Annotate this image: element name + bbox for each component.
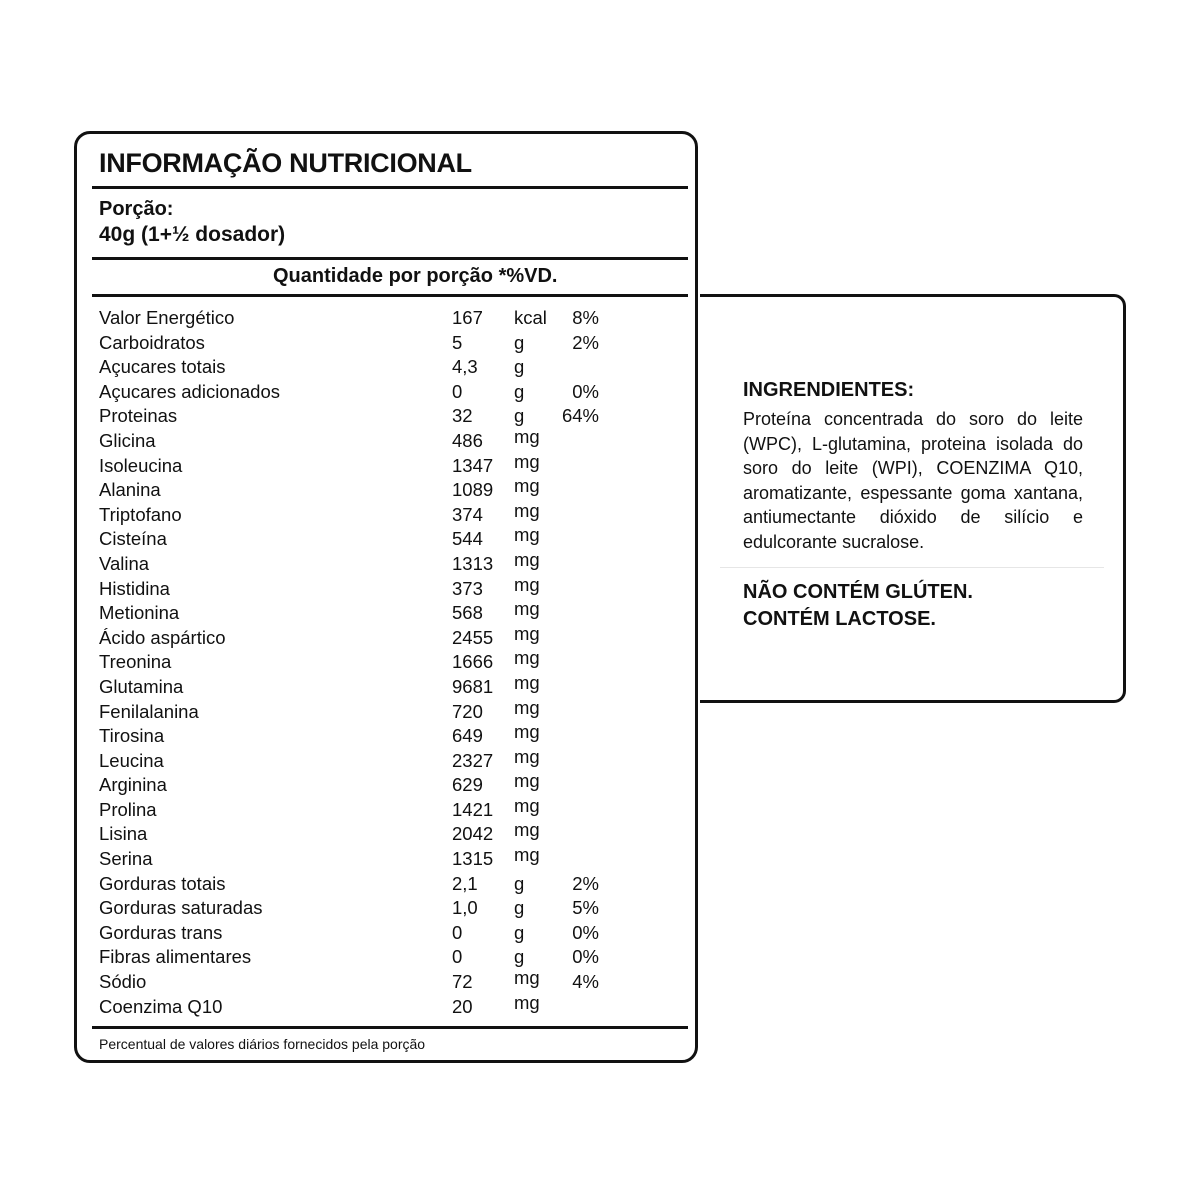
nutrient-name: Prolina [99,798,157,820]
nutrient-daily-value: 8% [572,307,599,328]
nutrient-unit: mg [514,598,540,620]
nutrient-unit: g [514,946,525,968]
nutrient-unit: g [514,921,525,943]
nutrient-name: Serina [99,848,153,870]
allergen-gluten: NÃO CONTÉM GLÚTEN. [743,581,973,603]
nutrient-name: Gorduras totais [99,872,226,894]
nutrient-unit: mg [514,819,540,841]
nutrient-name: Carboidratos [99,331,205,353]
nutrient-name: Cisteína [99,528,167,550]
nutrient-amount: 720 [452,700,483,722]
nutrient-unit: mg [514,450,540,472]
divider [92,1026,688,1029]
nutrient-amount: 32 [452,405,473,427]
nutrient-name: Metionina [99,602,180,624]
nutrient-name: Glicina [99,429,156,451]
nutrient-name: Açucares totais [99,356,226,378]
nutrient-amount: 5 [452,331,463,353]
divider [720,567,1104,568]
nutrient-daily-value: 4% [572,971,599,993]
nutrient-unit: g [514,872,525,894]
footnote: Percentual de valores diários fornecidos pela porção [99,1036,426,1052]
nutrient-name: Proteinas [99,405,178,427]
nutrient-unit: mg [514,991,540,1013]
nutrition-table [99,306,599,1019]
nutrient-amount: 2455 [452,626,494,648]
nutrient-amount: 373 [452,577,483,599]
nutrition-row [99,991,599,1020]
nutrient-unit: mg [514,573,540,595]
nutrient-amount: 374 [452,503,483,525]
nutrition-row [99,355,599,380]
divider [92,186,688,189]
nutrient-amount: 1313 [452,552,494,574]
nutrient-amount: 486 [452,429,483,451]
nutrient-daily-value: 0% [572,921,599,943]
nutrition-row [99,844,599,872]
nutrient-amount: 1315 [452,848,494,870]
nutrient-unit: mg [514,475,540,497]
nutrient-amount: 629 [452,774,483,796]
nutrient-name: Arginina [99,774,167,796]
portion-value: 40g (1+½ dosador) [99,223,286,246]
nutrient-name: Coenzima Q10 [99,995,223,1017]
nutrient-name: Leucina [99,749,164,771]
nutrient-name: Tirosina [99,725,165,747]
nutrient-unit: mg [514,696,540,718]
nutrient-unit: mg [514,524,540,546]
divider [92,294,688,297]
portion-label: Porção: [99,198,174,220]
nutrient-unit: mg [514,622,540,644]
nutrition-row [99,896,599,921]
nutrient-name: Fibras alimentares [99,946,252,968]
nutrient-name: Açucares adicionados [99,380,280,402]
nutrient-amount: 0 [452,946,463,968]
nutrient-amount: 2042 [452,823,494,845]
nutrient-name: Gorduras saturadas [99,897,263,919]
nutrient-daily-value: 2% [572,331,599,353]
nutrient-unit: g [514,897,525,919]
nutrient-name: Isoleucina [99,454,183,476]
divider [92,257,688,260]
nutrient-name: Valor Energético [99,307,235,328]
nutrient-name: Triptofano [99,503,182,525]
nutrient-amount: 0 [452,380,463,402]
nutrient-unit: mg [514,425,540,447]
nutrient-amount: 2,1 [452,872,478,894]
nutrient-unit: g [514,356,525,378]
nutrient-name: Fenilalanina [99,700,199,722]
nutrient-unit: mg [514,745,540,767]
nutrition-row [99,331,599,356]
nutrient-amount: 1666 [452,651,494,673]
nutrient-daily-value: 0% [572,380,599,402]
nutrient-amount: 1421 [452,798,494,820]
ingredients-text: Proteína concentrada do soro do leite (WPC), L-glutamina, proteina isolada do soro do leite (WPI), COENZIMA Q10, aromatizante, espessante goma xantana, antiumectante dióxido de silício e edulcorante sucralose. [743,409,1083,552]
nutrition-row [99,921,599,946]
nutrient-unit: mg [514,671,540,693]
nutrient-amount: 9681 [452,675,494,697]
nutrient-unit: kcal [514,307,547,328]
nutrient-unit: mg [514,967,540,989]
nutrient-name: Alanina [99,479,161,501]
nutrient-unit: g [514,405,525,427]
quantity-header: Quantidade por porção *%VD. [273,265,558,287]
nutrient-name: Lisina [99,823,148,845]
nutrient-name: Valina [99,552,150,574]
nutrient-unit: g [514,380,525,402]
nutrient-amount: 1,0 [452,897,478,919]
nutrition-row [99,306,599,331]
nutrient-name: Ácido aspártico [99,626,226,648]
nutrient-unit: mg [514,844,540,866]
nutrient-daily-value: 5% [572,897,599,919]
nutrient-amount: 568 [452,602,483,624]
nutrient-amount: 167 [452,307,483,328]
nutrient-unit: g [514,331,525,353]
nutrient-unit: mg [514,721,540,743]
nutrient-name: Treonina [99,651,172,673]
nutrient-amount: 544 [452,528,483,550]
nutrient-amount: 2327 [452,749,494,771]
nutrient-daily-value: 2% [572,872,599,894]
nutrition-row [99,380,599,405]
nutrient-name: Gorduras trans [99,921,223,943]
nutrient-amount: 20 [452,995,473,1017]
nutrient-daily-value: 64% [561,405,599,427]
nutrition-title: INFORMAÇÃO NUTRICIONAL [99,148,472,178]
nutrient-amount: 4,3 [452,356,478,378]
nutrient-amount: 0 [452,921,463,943]
nutrient-amount: 72 [452,971,473,993]
ingredients-panel [700,294,1126,703]
nutrient-unit: mg [514,770,540,792]
nutrient-amount: 649 [452,725,483,747]
nutrient-daily-value: 0% [572,946,599,968]
nutrition-row [99,872,599,897]
nutrient-amount: 1347 [452,454,494,476]
nutrient-unit: mg [514,647,540,669]
nutrient-name: Histidina [99,577,170,599]
nutrient-unit: mg [514,499,540,521]
nutrient-name: Sódio [99,971,147,993]
nutrient-name: Glutamina [99,675,184,697]
nutrition-facts-panel [74,131,698,1063]
nutrient-unit: mg [514,794,540,816]
ingredients-title: INGRENDIENTES: [743,379,915,401]
nutrient-unit: mg [514,548,540,570]
allergen-lactose: CONTÉM LACTOSE. [743,608,936,630]
nutrient-amount: 1089 [452,479,494,501]
